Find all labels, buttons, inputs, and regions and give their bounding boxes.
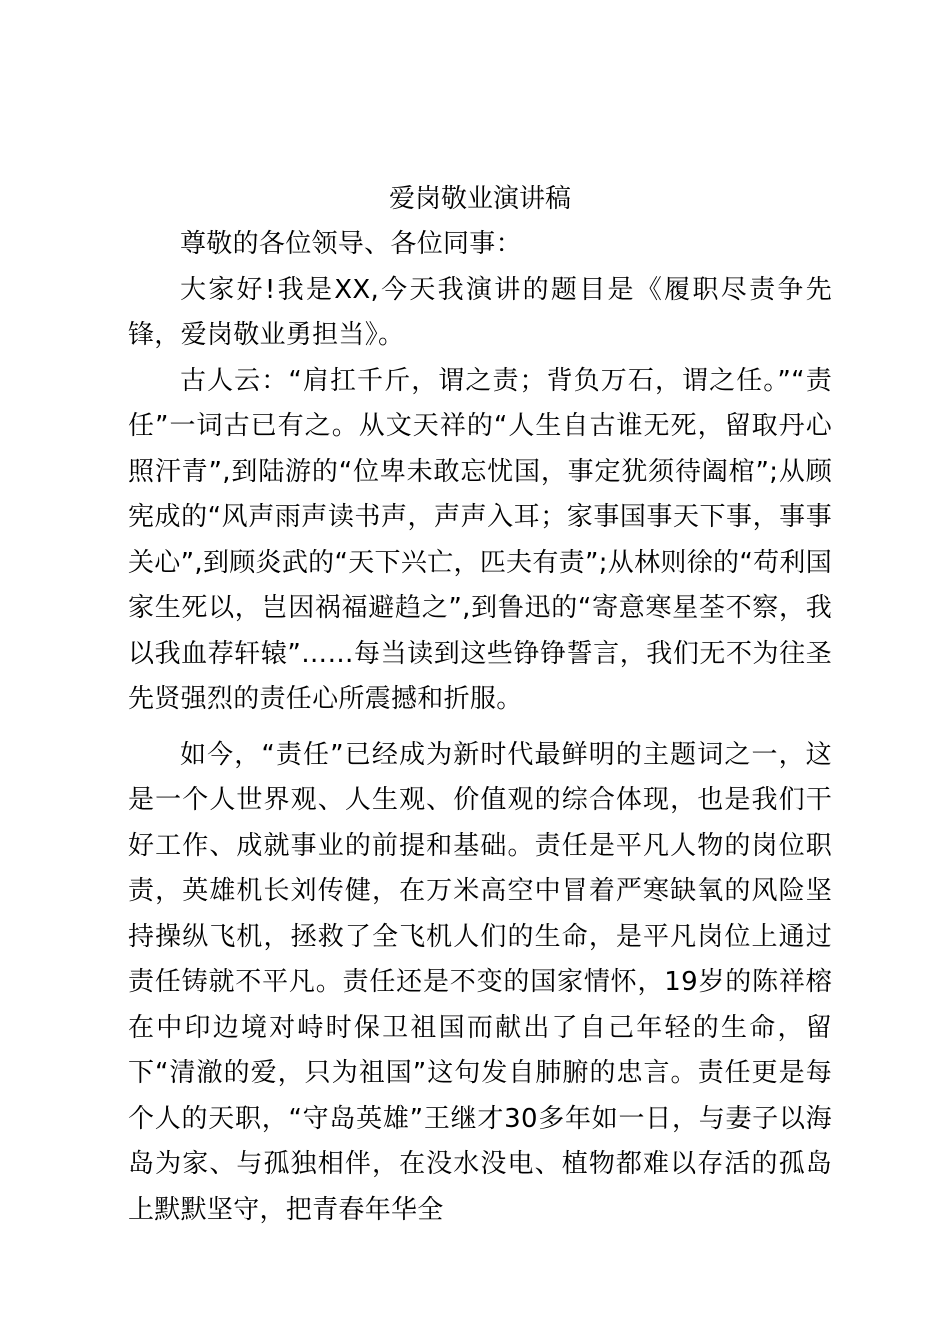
paragraph-ancient-sayings: 古人云：“肩扛千斤，谓之责；背负万石，谓之任。”“责任”一词古已有之。从文天祥的“人生自古谁无死，留取丹心照汗青”,到陆游的“位卑未敢忘忧国，事定犹须待阖棺”;从顾宪成的“风声雨声读书声，声声入耳；家事国事天下事，事事关心”,到顾炎武的“天下兴亡，匹夫有责”;从林则徐的“苟利国家生死以，岂因祸福避趋之”,到鲁迅的“寄意寒星荃不察，我以我血荐轩辕”……每当读到这些铮铮誓言，我们无不为往圣先贤强烈的责任心所震撼和折服。: [128, 365, 832, 714]
document-title: 爱岗敬业演讲稿: [388, 184, 571, 214]
paragraph-modern-responsibility: 如今，“责任”已经成为新时代最鲜明的主题词之一，这是一个人世界观、人生观、价值观的综合体现，也是我们干好工作、成就事业的前提和基础。责任是平凡人物的岗位职责，英雄机长刘传健，在万米高空中冒着严寒缺氧的风险坚持操纵飞机，拯救了全飞机人们的生命，是平凡岗位上通过责任铸就不平凡。责任还是不变的国家情怀，19岁的陈祥榕在中印边境对峙时保卫祖国而献出了自己年轻的生命，留下“清澈的爱，只为祖国”这句发自肺腑的忠言。责任更是每个人的天职，“守岛英雄”王继才30多年如一日，与妻子以海岛为家、与孤独相伴，在没水没电、植物都难以存活的孤岛上默默坚守，把青春年华全: [128, 739, 832, 1225]
salutation: 尊敬的各位领导、各位同事：: [180, 229, 522, 259]
paragraph-greeting: 大家好!我是XX,今天我演讲的题目是《履职尽责争先锋，爱岗敬业勇担当》。: [128, 274, 832, 350]
document-page: [128, 176, 832, 1233]
